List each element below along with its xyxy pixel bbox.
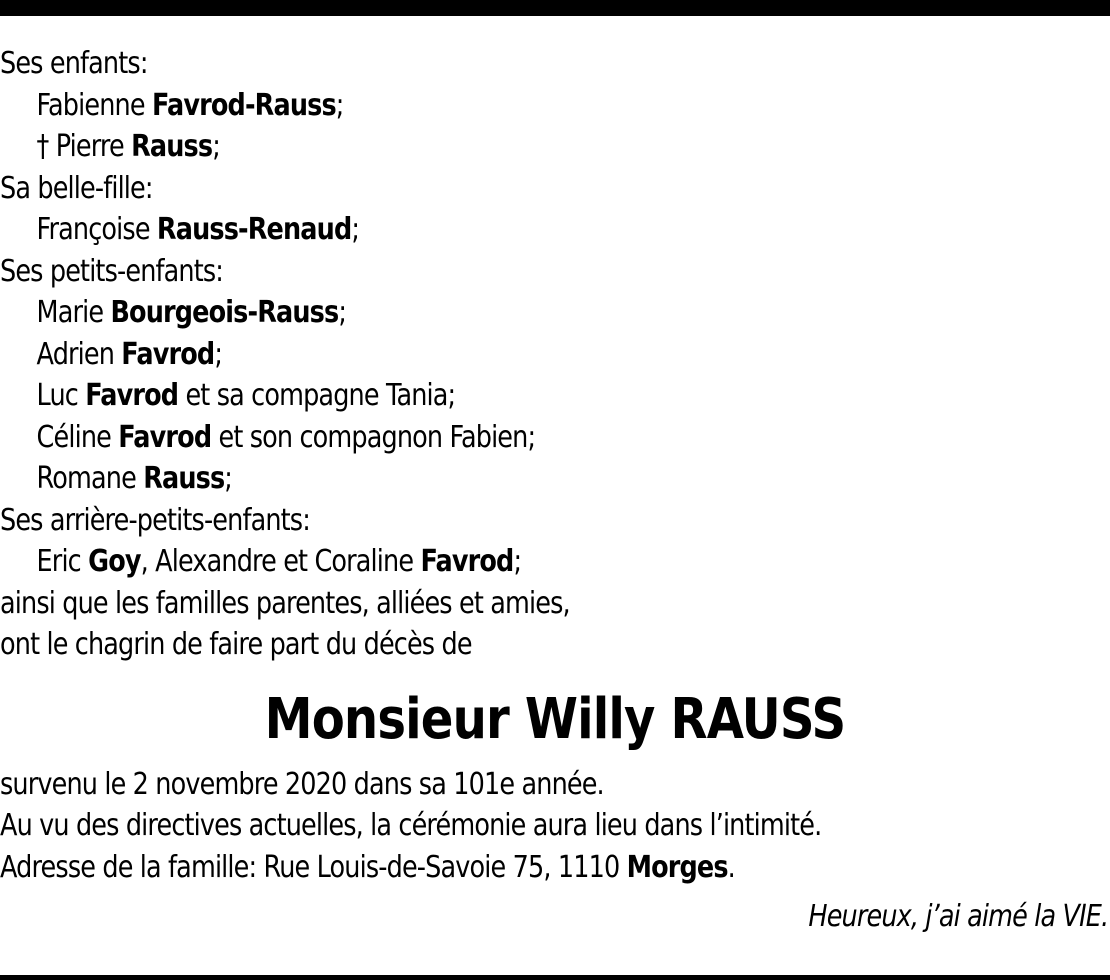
address-city: Morges [626, 849, 728, 885]
family-member-surname: Favrod [118, 419, 212, 455]
daughter-in-law-heading: Sa belle-fille: [0, 170, 153, 206]
family-member-line: Marie Bourgeois-Rauss; [36, 295, 347, 330]
date-line: survenu le 2 novembre 2020 dans sa 101e année. [0, 766, 604, 802]
ceremony-line: Au vu des directives actuelles, la cérémonie aura lieu dans l’intimité. [0, 808, 822, 843]
motto-quote: Heureux, j’ai aimé la VIE. [808, 899, 1109, 934]
family-member-line: Céline Favrod et son compagnon Fabien; [36, 419, 536, 455]
family-member-line: † Pierre Rauss; [36, 129, 220, 164]
address-line: Adresse de la famille: Rue Louis-de-Savoie 75, 1110 Morges. [0, 849, 735, 885]
obituary-notice [0, 43, 1110, 938]
family-member-surname: Goy [88, 544, 141, 579]
announcement-line: ont le chagrin de faire part du décès de [0, 627, 472, 662]
family-member-line: Eric Goy, Alexandre et Coraline Favrod; [36, 544, 522, 579]
family-member-surname: Rauss-Renaud [156, 212, 352, 247]
deceased-name: Monsieur Willy RAUSS [264, 686, 846, 752]
closing-line: ainsi que les familles parentes, alliées et amies, [0, 585, 570, 621]
family-member-surname: Rauss [131, 129, 213, 164]
family-member-surname: Favrod [85, 378, 179, 413]
family-member-line: Françoise Rauss-Renaud; [36, 212, 360, 247]
children-heading: Ses enfants: [0, 46, 148, 81]
grandchildren-heading: Ses petits-enfants: [0, 253, 224, 289]
family-member-surname: Favrod [121, 336, 215, 372]
family-member-surname: Rauss [143, 461, 225, 496]
family-member-surname: Favrod [420, 544, 514, 579]
family-member-line: Romane Rauss; [36, 461, 233, 496]
family-member-surname: Favrod-Rauss [151, 87, 336, 123]
great-grandchildren-heading: Ses arrière-petits-enfants: [0, 502, 310, 538]
family-member-surname: Bourgeois-Rauss [110, 295, 339, 330]
bottom-rule [0, 975, 1110, 980]
family-member-line: Luc Favrod et sa compagne Tania; [36, 378, 456, 413]
family-member-line: Fabienne Favrod-Rauss; [36, 87, 344, 123]
family-member-line: Adrien Favrod; [36, 336, 223, 372]
top-rule [0, 0, 1110, 16]
